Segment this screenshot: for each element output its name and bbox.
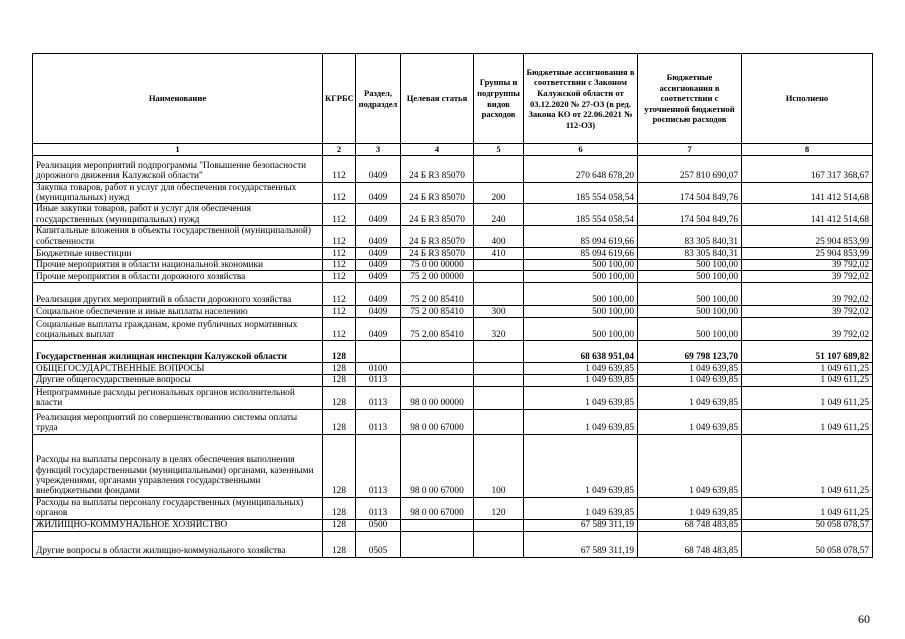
table-row (33, 531, 873, 557)
cell-name: Прочие мероприятия в области дорожного хозяйства (33, 271, 323, 283)
cell-kgrbs: 112 (323, 182, 356, 204)
cell-section: 0409 (356, 155, 401, 182)
cell-approved: 500 100,00 (524, 260, 638, 271)
cell-target: 24 Б R3 85070 (401, 226, 474, 248)
cell-section: 0505 (356, 531, 401, 557)
cell-executed: 50 058 078,57 (742, 519, 873, 531)
column-number: 2 (323, 144, 356, 156)
cell-approved: 85 094 619,66 (524, 248, 638, 260)
cell-revised: 174 504 849,76 (638, 182, 742, 204)
cell-target: 24 Б R3 85070 (401, 155, 474, 182)
cell-name: Капитальные вложения в объекты государственной (муниципальной) собственности (33, 226, 323, 248)
cell-revised: 69 798 123,70 (638, 341, 742, 363)
page-number: 60 (858, 612, 870, 626)
cell-kgrbs: 128 (323, 341, 356, 363)
cell-kgrbs: 112 (323, 155, 356, 182)
cell-kgrbs: 112 (323, 204, 356, 226)
cell-revised: 68 748 483,85 (638, 531, 742, 557)
cell-kgrbs: 128 (323, 363, 356, 375)
cell-name: Социальное обеспечение и иные выплаты населению (33, 306, 323, 318)
cell-target: 98 0 00 67000 (401, 497, 474, 519)
cell-executed: 39 792,02 (742, 260, 873, 271)
cell-revised: 500 100,00 (638, 318, 742, 341)
cell-name: Иные закупки товаров, работ и услуг для обеспечения государственных (муниципальных) нужд (33, 204, 323, 226)
cell-section: 0500 (356, 519, 401, 531)
cell-kgrbs: 112 (323, 283, 356, 306)
cell-name: Другие вопросы в области жилищно-коммунального хозяйства (33, 531, 323, 557)
table-row (33, 409, 873, 434)
cell-name: Социальные выплаты гражданам, кроме публичных нормативных социальных выплат (33, 318, 323, 341)
cell-executed: 25 904 853,99 (742, 226, 873, 248)
cell-group: 200 (474, 182, 524, 204)
table-row (33, 260, 873, 271)
cell-kgrbs: 128 (323, 531, 356, 557)
cell-group: 240 (474, 204, 524, 226)
cell-target: 98 0 00 67000 (401, 409, 474, 434)
column-number: 8 (742, 144, 873, 156)
header-revised: Бюджетные ассигнования в соответствии с уточненной бюджетной росписью расходов (638, 54, 742, 144)
cell-group (474, 409, 524, 434)
cell-executed: 39 792,02 (742, 283, 873, 306)
table-row (33, 155, 873, 182)
cell-group (474, 283, 524, 306)
cell-kgrbs: 112 (323, 318, 356, 341)
table-row (33, 283, 873, 306)
cell-revised: 500 100,00 (638, 306, 742, 318)
cell-executed: 1 049 611,25 (742, 497, 873, 519)
cell-section: 0409 (356, 248, 401, 260)
cell-target: 24 Б R3 85070 (401, 204, 474, 226)
table-row (33, 375, 873, 386)
cell-revised: 83 305 840,31 (638, 248, 742, 260)
cell-group (474, 155, 524, 182)
cell-approved: 1 049 639,85 (524, 363, 638, 375)
column-number: 5 (474, 144, 524, 156)
column-number: 7 (638, 144, 742, 156)
cell-target: 75 2 00 85410 (401, 306, 474, 318)
cell-revised: 1 049 639,85 (638, 409, 742, 434)
cell-revised: 68 748 483,85 (638, 519, 742, 531)
column-number: 6 (524, 144, 638, 156)
cell-section: 0113 (356, 434, 401, 497)
cell-revised: 1 049 639,85 (638, 363, 742, 375)
cell-target: 24 Б R3 85070 (401, 248, 474, 260)
cell-name: Закупка товаров, работ и услуг для обеспечения государственных (муниципальных) нужд (33, 182, 323, 204)
cell-section: 0409 (356, 283, 401, 306)
cell-kgrbs: 112 (323, 226, 356, 248)
cell-executed: 141 412 514,68 (742, 182, 873, 204)
cell-kgrbs: 128 (323, 434, 356, 497)
column-number: 3 (356, 144, 401, 156)
header-row (33, 54, 873, 144)
cell-executed: 1 049 611,25 (742, 363, 873, 375)
cell-revised: 500 100,00 (638, 271, 742, 283)
cell-name: ЖИЛИЩНО-КОММУНАЛЬНОЕ ХОЗЯЙСТВО (33, 519, 323, 531)
cell-executed: 141 412 514,68 (742, 204, 873, 226)
table-row (33, 341, 873, 363)
cell-name: Реализация других мероприятий в области дорожного хозяйства (33, 283, 323, 306)
cell-executed: 167 317 368,67 (742, 155, 873, 182)
column-number: 4 (401, 144, 474, 156)
cell-approved: 500 100,00 (524, 271, 638, 283)
cell-section: 0409 (356, 318, 401, 341)
table-row (33, 271, 873, 283)
cell-target: 75 2.00 85410 (401, 318, 474, 341)
cell-target (401, 363, 474, 375)
cell-approved: 1 049 639,85 (524, 434, 638, 497)
cell-executed: 39 792,02 (742, 271, 873, 283)
cell-approved: 1 049 639,85 (524, 409, 638, 434)
cell-group: 120 (474, 497, 524, 519)
cell-executed: 51 107 689,82 (742, 341, 873, 363)
cell-group (474, 271, 524, 283)
cell-revised: 83 305 840,31 (638, 226, 742, 248)
header-section: Раздел, подраздел (356, 54, 401, 144)
cell-target: 75 2 00 85410 (401, 283, 474, 306)
cell-target: 24 Б R3 85070 (401, 182, 474, 204)
cell-target (401, 375, 474, 386)
table-row (33, 318, 873, 341)
cell-group (474, 531, 524, 557)
cell-kgrbs: 128 (323, 375, 356, 386)
cell-name: Расходы на выплаты персоналу в целях обеспечения выполнения функций государственными (муниципальными) органами, казенными учреждениями, органами управления государственными внебюджетными фондами (33, 434, 323, 497)
column-number-row (33, 144, 873, 156)
cell-group (474, 375, 524, 386)
cell-executed: 50 058 078,57 (742, 531, 873, 557)
cell-group: 400 (474, 226, 524, 248)
cell-revised: 500 100,00 (638, 283, 742, 306)
cell-executed: 1 049 611,25 (742, 434, 873, 497)
cell-section: 0113 (356, 375, 401, 386)
cell-name: Государственная жилищная инспекция Калужской области (33, 341, 323, 363)
budget-table (32, 53, 873, 558)
table-row (33, 204, 873, 226)
cell-executed: 1 049 611,25 (742, 375, 873, 386)
cell-kgrbs: 112 (323, 248, 356, 260)
header-name: Наименование (33, 54, 323, 144)
cell-approved: 1 049 639,85 (524, 386, 638, 409)
cell-revised: 1 049 639,85 (638, 497, 742, 519)
cell-kgrbs: 112 (323, 306, 356, 318)
cell-target: 75 0 00 00000 (401, 260, 474, 271)
cell-group (474, 519, 524, 531)
header-executed: Исполнено (742, 54, 873, 144)
table-row (33, 306, 873, 318)
cell-approved: 68 638 951,04 (524, 341, 638, 363)
cell-kgrbs: 128 (323, 386, 356, 409)
cell-name: Бюджетные инвестиции (33, 248, 323, 260)
cell-group: 410 (474, 248, 524, 260)
cell-section: 0100 (356, 363, 401, 375)
cell-name: Прочие мероприятия в области национальной экономики (33, 260, 323, 271)
cell-target: 98 0 00 67000 (401, 434, 474, 497)
cell-section: 0409 (356, 306, 401, 318)
table-row (33, 248, 873, 260)
table-row (33, 434, 873, 497)
table-row (33, 497, 873, 519)
column-number: 1 (33, 144, 323, 156)
cell-group (474, 341, 524, 363)
cell-section: 0409 (356, 204, 401, 226)
cell-section: 0409 (356, 226, 401, 248)
table-body (33, 155, 873, 557)
table-row (33, 519, 873, 531)
cell-group (474, 386, 524, 409)
cell-approved: 67 589 311,19 (524, 531, 638, 557)
cell-target (401, 341, 474, 363)
cell-executed: 1 049 611,25 (742, 409, 873, 434)
cell-revised: 257 810 690,07 (638, 155, 742, 182)
cell-approved: 500 100,00 (524, 306, 638, 318)
cell-group: 320 (474, 318, 524, 341)
table-row (33, 363, 873, 375)
cell-group: 300 (474, 306, 524, 318)
cell-target (401, 519, 474, 531)
cell-group: 100 (474, 434, 524, 497)
cell-name: Реализация мероприятий по совершенствованию системы оплаты труда (33, 409, 323, 434)
cell-name: Реализация мероприятий подпрограммы "Повышение безопасности дорожного движения Калужской области" (33, 155, 323, 182)
cell-approved: 185 554 058,54 (524, 182, 638, 204)
table-row (33, 386, 873, 409)
cell-group (474, 260, 524, 271)
cell-executed: 39 792,02 (742, 318, 873, 341)
cell-approved: 85 094 619,66 (524, 226, 638, 248)
cell-approved: 500 100,00 (524, 318, 638, 341)
cell-name: ОБЩЕГОСУДАРСТВЕННЫЕ ВОПРОСЫ (33, 363, 323, 375)
cell-revised: 500 100,00 (638, 260, 742, 271)
cell-section: 0113 (356, 409, 401, 434)
cell-revised: 1 049 639,85 (638, 434, 742, 497)
header-approved: Бюджетные ассигнования в соответствии с Законом Калужской области от 03.12.2020 № 27-ОЗ (в ред. Закона КО от 22.06.2021 № 112-ОЗ) (524, 54, 638, 144)
cell-group (474, 363, 524, 375)
cell-target: 75 2 00 00000 (401, 271, 474, 283)
cell-approved: 1 049 639,85 (524, 497, 638, 519)
header-kgrbs: КГРБС (323, 54, 356, 144)
cell-executed: 1 049 611,25 (742, 386, 873, 409)
cell-executed: 25 904 853,99 (742, 248, 873, 260)
cell-approved: 500 100,00 (524, 283, 638, 306)
header-target: Целевая статья (401, 54, 474, 144)
cell-section: 0113 (356, 386, 401, 409)
cell-approved: 185 554 058,54 (524, 204, 638, 226)
cell-kgrbs: 128 (323, 497, 356, 519)
cell-revised: 1 049 639,85 (638, 386, 742, 409)
cell-approved: 270 648 678,20 (524, 155, 638, 182)
cell-name: Расходы на выплаты персоналу государственных (муниципальных) органов (33, 497, 323, 519)
cell-revised: 174 504 849,76 (638, 204, 742, 226)
cell-kgrbs: 128 (323, 519, 356, 531)
cell-section (356, 341, 401, 363)
cell-executed: 39 792,02 (742, 306, 873, 318)
table-row (33, 226, 873, 248)
cell-revised: 1 049 639,85 (638, 375, 742, 386)
cell-kgrbs: 112 (323, 260, 356, 271)
cell-section: 0113 (356, 497, 401, 519)
table-row (33, 182, 873, 204)
cell-kgrbs: 112 (323, 271, 356, 283)
cell-target (401, 531, 474, 557)
cell-approved: 1 049 639,85 (524, 375, 638, 386)
cell-section: 0409 (356, 182, 401, 204)
header-groups: Группы и подгруппы видов расходов (474, 54, 524, 144)
cell-kgrbs: 128 (323, 409, 356, 434)
cell-name: Другие общегосударственные вопросы (33, 375, 323, 386)
cell-section: 0409 (356, 260, 401, 271)
cell-target: 98 0 00 00000 (401, 386, 474, 409)
cell-section: 0409 (356, 271, 401, 283)
cell-name: Непрограммные расходы региональных органов исполнительной власти (33, 386, 323, 409)
cell-approved: 67 589 311,19 (524, 519, 638, 531)
